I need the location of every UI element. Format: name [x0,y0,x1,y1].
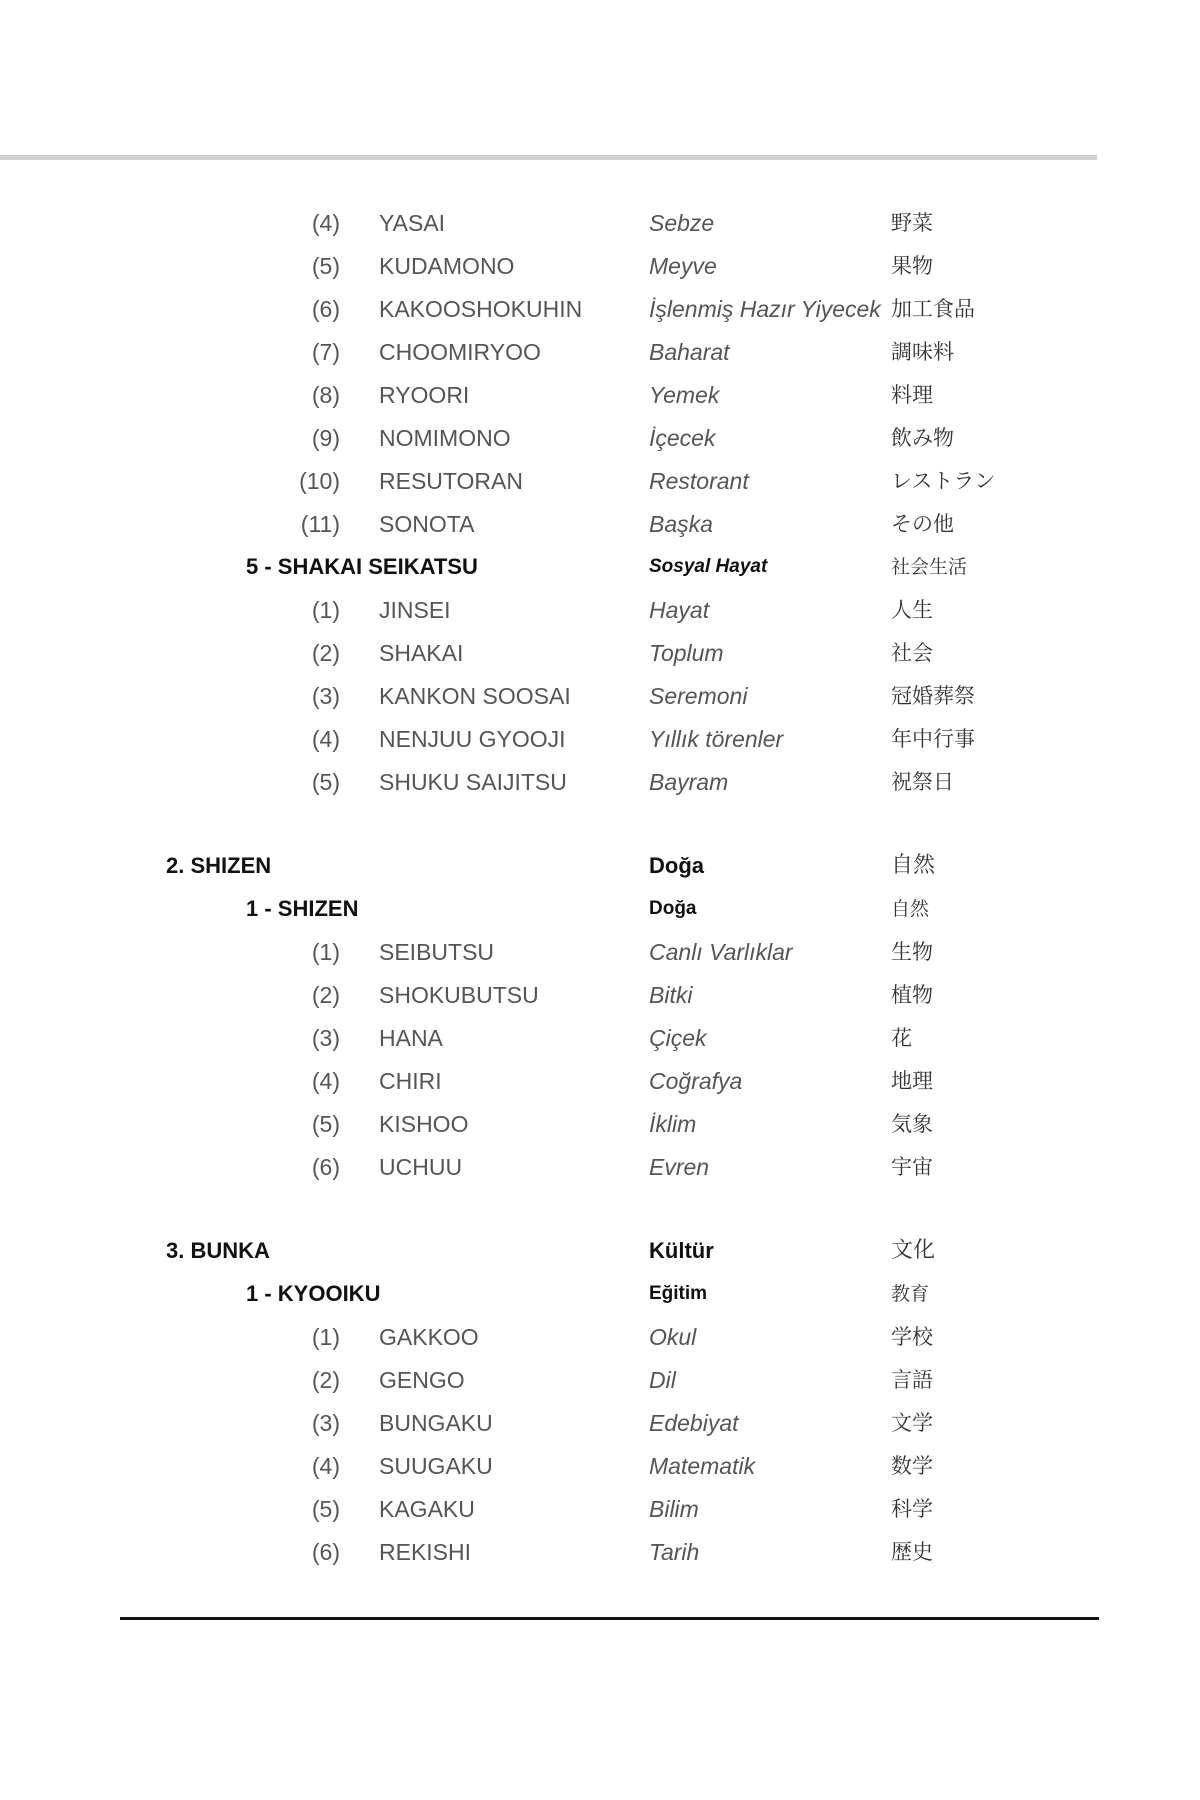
japanese-term: 自然 [891,853,936,878]
item-number: (5) [311,1111,340,1137]
romaji-term: RESUTORAN [379,468,523,494]
japanese-term: 加工食品 [891,297,975,321]
item-number: (1) [311,939,340,965]
turkish-term: Edebiyat [649,1410,739,1436]
japanese-term: 料理 [891,383,933,407]
vocabulary-row [0,1317,1200,1357]
romaji-term: KISHOO [379,1111,469,1137]
item-number: (1) [311,1324,340,1350]
subsection-heading [0,547,1200,587]
romaji-term: YASAI [379,210,446,236]
turkish-term: Baharat [649,339,730,365]
romaji-term: CHOOMIRYOO [379,339,541,365]
japanese-term: その他 [891,512,954,536]
romaji-term: GENGO [379,1367,465,1393]
romaji-term: SHAKAI [379,640,464,666]
vocabulary-row [0,504,1200,544]
turkish-term: Bilim [649,1496,699,1522]
item-number: (6) [311,1154,340,1180]
item-number: (5) [311,1496,340,1522]
item-number: (4) [311,1453,340,1479]
japanese-term: 植物 [891,983,933,1007]
item-number: (11) [300,511,340,537]
japanese-term: 花 [891,1026,912,1050]
vocabulary-row [0,332,1200,372]
romaji-term: REKISHI [379,1539,472,1565]
item-number: (6) [311,1539,340,1565]
item-number: (4) [311,1068,340,1094]
vocabulary-row [0,762,1200,802]
vocabulary-row [0,1446,1200,1486]
turkish-term: Hayat [649,597,710,623]
item-number: (10) [299,468,340,494]
japanese-term: 文化 [891,1238,936,1263]
vocabulary-row [0,719,1200,759]
turkish-term: Evren [649,1154,710,1180]
romaji-term: HANA [379,1025,443,1051]
romaji-term: KUDAMONO [379,253,515,279]
item-number: (8) [311,382,340,408]
japanese-term: 祝祭日 [891,770,954,794]
romaji-term: SEIBUTSU [379,939,495,965]
romaji-term: NOMIMONO [379,425,511,451]
turkish-term: Kültür [649,1238,714,1263]
item-number: (3) [311,1025,340,1051]
japanese-term: 社会生活 [891,556,968,578]
japanese-term: 冠婚葬祭 [891,684,975,708]
item-number: (5) [311,769,340,795]
turkish-term: Seremoni [649,683,748,709]
vocabulary-row [0,289,1200,329]
japanese-term: 気象 [891,1112,933,1136]
romaji-term: GAKKOO [379,1324,479,1350]
japanese-term: 宇宙 [891,1155,933,1179]
romaji-term: RYOORI [379,382,470,408]
item-number: (1) [311,597,340,623]
vocabulary-row [0,932,1200,972]
japanese-term: 言語 [891,1368,933,1392]
item-number: (2) [311,1367,340,1393]
turkish-term: İşlenmiş Hazır Yiyecek [649,296,881,322]
japanese-term: 自然 [891,898,930,920]
item-number: (2) [311,640,340,666]
turkish-term: Sosyal Hayat [649,556,768,577]
turkish-term: Toplum [649,640,724,666]
bottom-divider [120,1617,1099,1620]
vocabulary-row [0,676,1200,716]
turkish-term: Çiçek [649,1025,707,1051]
japanese-term: 文学 [891,1411,933,1435]
romaji-term: 5 - SHAKAI SEIKATSU [246,554,478,579]
subsection-heading [0,889,1200,929]
japanese-term: 歴史 [891,1540,933,1564]
japanese-term: 数学 [891,1454,933,1478]
top-divider [0,155,1097,160]
japanese-term: 地理 [891,1069,933,1093]
turkish-term: İklim [649,1111,697,1137]
romaji-term: SUUGAKU [379,1453,493,1479]
vocabulary-row [0,461,1200,501]
turkish-term: Yemek [649,382,720,408]
turkish-term: Canlı Varlıklar [649,939,793,965]
turkish-term: Bayram [649,769,729,795]
romaji-term: KAKOOSHOKUHIN [379,296,583,322]
turkish-term: Doğa [649,898,697,919]
romaji-term: JINSEI [379,597,451,623]
vocabulary-row [0,1018,1200,1058]
romaji-term: KANKON SOOSAI [379,683,571,709]
romaji-term: SHUKU SAIJITSU [379,769,567,795]
turkish-term: Başka [649,511,713,537]
japanese-term: 飲み物 [891,426,954,450]
item-number: (3) [311,683,340,709]
turkish-term: Matematik [649,1453,756,1479]
japanese-term: 教育 [891,1283,930,1305]
vocabulary-row [0,1104,1200,1144]
turkish-term: Doğa [649,853,704,878]
item-number: (4) [311,726,340,752]
japanese-term: 調味料 [891,340,954,364]
romaji-term: KAGAKU [379,1496,475,1522]
item-number: (6) [311,296,340,322]
japanese-term: 年中行事 [891,727,975,751]
turkish-term: Meyve [649,253,717,279]
vocabulary-row [0,1403,1200,1443]
romaji-term: SHOKUBUTSU [379,982,539,1008]
romaji-term: BUNGAKU [379,1410,493,1436]
turkish-term: Sebze [649,210,715,236]
subsection-heading [0,1274,1200,1314]
romaji-term: 1 - KYOOIKU [246,1281,381,1306]
turkish-term: Restorant [649,468,749,494]
vocabulary-row [0,633,1200,673]
turkish-term: Okul [649,1324,697,1350]
turkish-term: Bitki [649,982,693,1008]
vocabulary-row [0,975,1200,1015]
japanese-term: 社会 [891,641,933,665]
turkish-term: İçecek [649,425,716,451]
romaji-term: 2. SHIZEN [166,853,272,878]
turkish-term: Yıllık törenler [649,726,784,752]
romaji-term: UCHUU [379,1154,463,1180]
japanese-term: 人生 [891,598,933,622]
romaji-term: SONOTA [379,511,475,537]
vocabulary-row [0,590,1200,630]
item-number: (4) [311,210,340,236]
japanese-term: 生物 [891,940,933,964]
japanese-term: 科学 [891,1497,933,1521]
vocabulary-row [0,1489,1200,1529]
section-heading [0,846,1200,886]
turkish-term: Dil [649,1367,676,1393]
section-heading [0,1231,1200,1271]
romaji-term: 3. BUNKA [166,1238,270,1263]
vocabulary-row [0,1360,1200,1400]
item-number: (3) [311,1410,340,1436]
japanese-term: 学校 [891,1325,933,1349]
vocabulary-row [0,1147,1200,1187]
romaji-term: NENJUU GYOOJI [379,726,566,752]
romaji-term: CHIRI [379,1068,442,1094]
romaji-term: 1 - SHIZEN [246,896,359,921]
vocabulary-row [0,418,1200,458]
vocabulary-row [0,1061,1200,1101]
japanese-term: レストラン [891,469,996,493]
vocabulary-row [0,246,1200,286]
item-number: (5) [311,253,340,279]
turkish-term: Tarih [649,1539,700,1565]
japanese-term: 野菜 [891,211,933,235]
item-number: (7) [311,339,340,365]
vocabulary-row [0,1532,1200,1572]
turkish-term: Coğrafya [649,1068,743,1094]
vocabulary-row [0,203,1200,243]
vocabulary-row [0,375,1200,415]
item-number: (2) [311,982,340,1008]
item-number: (9) [311,425,340,451]
turkish-term: Eğitim [649,1283,708,1304]
japanese-term: 果物 [891,254,933,278]
